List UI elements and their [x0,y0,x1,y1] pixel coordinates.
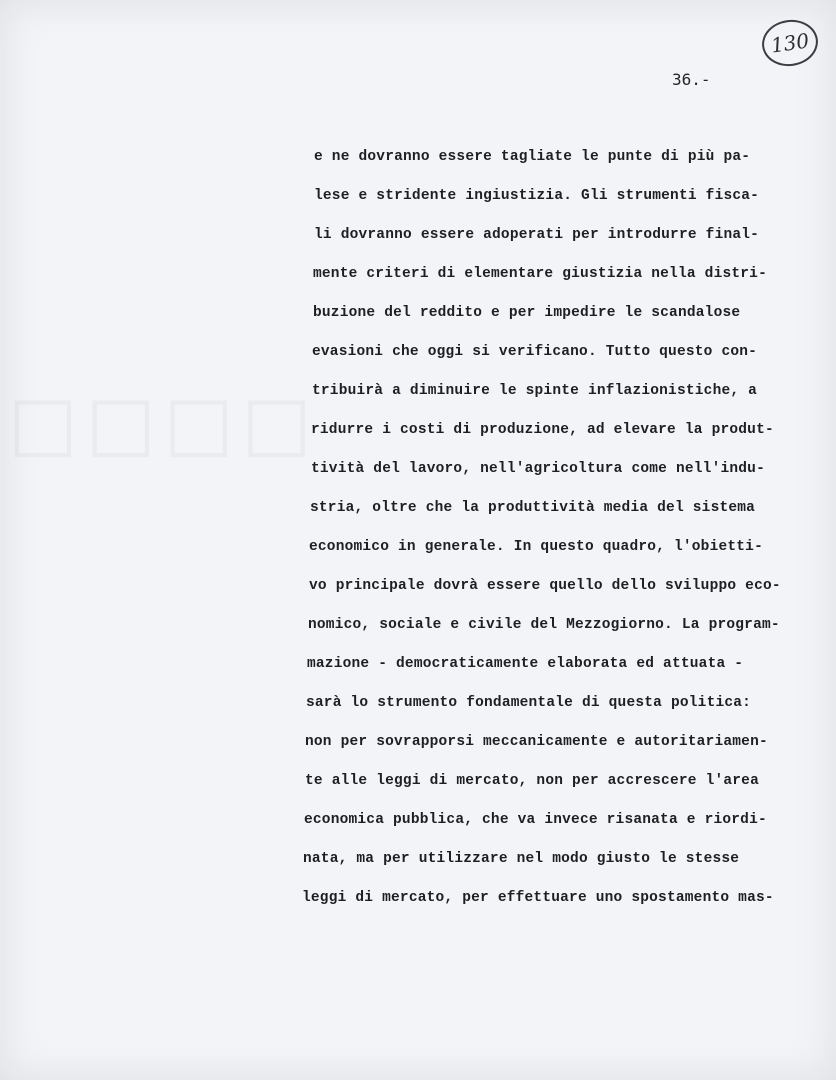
text-line: e ne dovranno essere tagliate le punte di più pa- [314,149,751,165]
text-line: vo principale dovrà essere quello dello sviluppo eco- [309,578,781,594]
text-line: economico in generale. In questo quadro, l'obietti- [309,539,763,555]
text-line: mazione - democraticamente elaborata ed attuata - [307,656,744,672]
text-line: li dovranno essere adoperati per introdurre final- [314,227,760,243]
text-line: nomico, sociale e civile del Mezzogiorno. La program- [308,617,780,633]
text-line: ridurre i costi di produzione, ad elevare la produt- [311,422,774,438]
reverse-side-show-through: □□□□ [0,380,312,466]
text-line: nata, ma per utilizzare nel modo giusto le stesse [303,851,740,867]
text-line: stria, oltre che la produttività media del sistema [310,500,756,516]
text-line: tribuirà a diminuire le spinte inflazionistiche, a [312,383,758,399]
page-number: 36.- [672,70,711,89]
text-line: evasioni che oggi si verificano. Tutto questo con- [312,344,758,360]
stamp-number: 130 [769,28,811,58]
text-line: mente criteri di elementare giustizia nella distri- [313,266,767,282]
text-line: tività del lavoro, nell'agricoltura come nell'indu- [311,461,765,477]
text-line: leggi di mercato, per effettuare uno spostamento mas- [302,890,774,906]
text-line: lese e stridente ingiustizia. Gli strumenti fisca- [314,188,760,204]
text-line: non per sovrapporsi meccanicamente e autoritariamen- [305,734,768,750]
text-line: buzione del reddito e per impedire le scandalose [313,305,741,321]
text-line: economica pubblica, che va invece risanata e riordi- [304,812,767,828]
text-line: sarà lo strumento fondamentale di questa politica: [306,695,752,711]
text-line: te alle leggi di mercato, non per accrescere l'area [305,773,759,789]
